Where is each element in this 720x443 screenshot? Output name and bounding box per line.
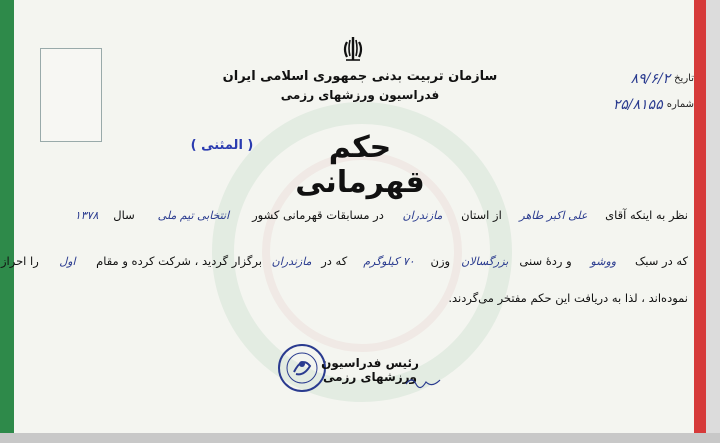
- event-value: انتخابی تیم ملی: [157, 209, 230, 222]
- red-border: [694, 0, 706, 443]
- text-segment: در مسابقات قهرمانی کشور: [252, 208, 384, 222]
- green-border: [0, 0, 14, 443]
- scan-bottom-edge: [0, 433, 720, 443]
- province-value: مازندران: [402, 209, 443, 222]
- style-value: ووشو: [590, 255, 617, 268]
- signatory-title: رئیس فدراسیون ورزشهای رزمی: [321, 356, 419, 384]
- reference-block: [584, 66, 694, 118]
- header: [220, 68, 500, 104]
- number-row: [584, 92, 694, 118]
- body-line-3: نموده‌اند ، لذا به دریافت این حکم مفتخر می‌گردند.: [448, 291, 688, 305]
- weight-value: ۷۰ کیلوگرم: [363, 255, 415, 268]
- text-segment: سال: [113, 208, 135, 222]
- text-segment: برگزار گردید ، شرکت کرده و مقام: [96, 254, 262, 268]
- date-value: ۸۹/۶/۲: [630, 71, 671, 87]
- scan-edge: [706, 0, 720, 443]
- date-label: تاریخ: [674, 73, 694, 84]
- signature: [404, 374, 444, 390]
- date-row: [584, 66, 694, 92]
- body-line-2: [1, 254, 688, 268]
- text-segment: که در: [321, 254, 348, 268]
- city-value: مازندران: [271, 255, 312, 268]
- org-line-1: سازمان تربیت بدنی جمهوری اسلامی ایران: [222, 69, 498, 84]
- org-line-2: فدراسیون ورزشهای رزمی: [280, 88, 440, 102]
- year-value: ۱۳۷۸: [74, 209, 99, 222]
- iran-emblem-icon: [338, 34, 368, 64]
- number-value: ۲۵/۸۱۵۵: [612, 97, 663, 113]
- age-group-value: بزرگسالان: [461, 255, 509, 268]
- text-segment: نظر به اینکه آقای: [605, 208, 688, 222]
- duplicate-label: ( المثنی ): [190, 138, 254, 153]
- athlete-name: علی اکبر طاهر: [519, 209, 588, 222]
- photo-placeholder: [40, 48, 102, 142]
- number-label: شماره: [666, 99, 694, 110]
- rank-value: اول: [59, 255, 76, 268]
- text-segment: را احراز: [0, 254, 39, 268]
- body-line-1: [64, 208, 688, 222]
- text-segment: از استان: [461, 208, 502, 222]
- certificate-title: حکم قهرمانی: [295, 130, 425, 200]
- text-segment: و ردهٔ سنی: [519, 254, 572, 268]
- text-segment: وزن: [430, 254, 451, 268]
- text-segment: که در سبک: [634, 254, 688, 268]
